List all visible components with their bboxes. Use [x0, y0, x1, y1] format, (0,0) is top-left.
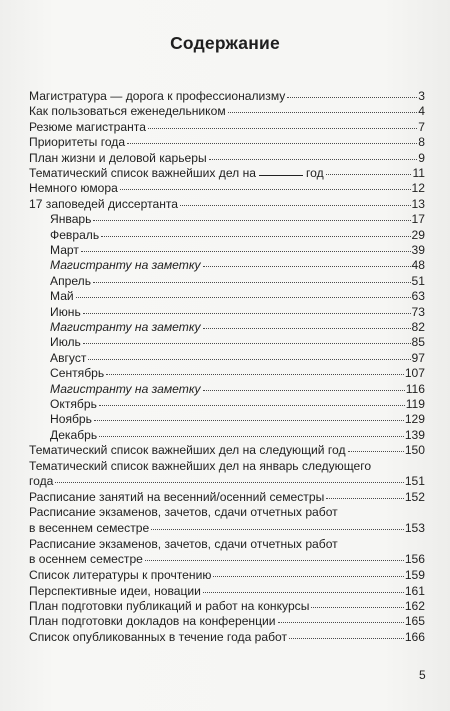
toc-page-number: 9 [418, 150, 425, 165]
toc-entry-line [29, 521, 425, 537]
toc-page-number: 3 [418, 89, 425, 103]
toc-entry-line [29, 197, 425, 213]
toc-entry[interactable] [29, 537, 425, 568]
toc-page-number: 29 [411, 227, 425, 242]
toc-entry-title: Октябрь [50, 397, 97, 411]
toc-entry[interactable] [29, 135, 425, 151]
toc-page-number: 11 [412, 166, 425, 180]
toc-entry[interactable] [29, 490, 425, 506]
toc-dot-leader [81, 251, 411, 252]
toc-entry[interactable] [29, 614, 425, 630]
toc-entry-line [50, 397, 425, 413]
toc-dot-leader [311, 607, 403, 608]
toc-page-number: 161 [404, 583, 425, 598]
toc-entry-title: Расписание занятий на весенний/осенний семестры [29, 490, 325, 504]
toc-entry-title: Тематический список важнейших дел на следующий год [29, 443, 346, 458]
toc-entry[interactable] [29, 584, 425, 600]
toc-entry-line [29, 474, 425, 490]
toc-entry-line [50, 366, 425, 382]
toc-dot-leader [287, 97, 417, 98]
toc-dot-leader [326, 174, 412, 175]
toc-entry-title: Приоритеты года [29, 135, 126, 150]
toc-dot-leader [145, 560, 404, 561]
toc-entry-title: Магистранту на заметку [50, 320, 201, 334]
toc-dot-leader [148, 128, 417, 129]
toc-entry[interactable] [50, 228, 425, 244]
toc-entry-line [29, 599, 425, 615]
toc-entry[interactable] [29, 505, 425, 536]
toc-entry-title: План подготовки публикаций и работ на конкурсы [29, 599, 310, 613]
toc-entry-title: Магистранту на заметку [50, 258, 201, 273]
toc-entry-title: Август [50, 350, 87, 365]
toc-entry-title: Апрель [50, 273, 92, 288]
toc-entry-line [29, 181, 425, 197]
toc-page-number: 139 [404, 427, 425, 442]
toc-dot-leader [83, 313, 411, 314]
toc-page-number: 162 [404, 599, 425, 613]
toc-entry-title: Магистратура — дорога к профессионализму [29, 89, 286, 103]
toc-entry[interactable] [50, 428, 425, 444]
toc-page-number: 48 [411, 258, 425, 273]
toc-entry-title-line: Тематический список важнейших дел на январь следующего [29, 458, 372, 473]
toc-entry[interactable] [29, 197, 425, 213]
toc-entry-line [29, 135, 425, 151]
toc-dot-leader [203, 390, 405, 391]
toc-page-number: 156 [404, 552, 425, 567]
toc-entry-line [50, 351, 425, 367]
toc-entry[interactable] [50, 412, 425, 428]
toc-page-number: 153 [404, 520, 425, 535]
toc-page-number: 107 [404, 366, 425, 381]
toc-entry[interactable] [50, 366, 425, 382]
toc-page-number: 7 [418, 119, 425, 134]
toc-page-number: 17 [411, 212, 425, 227]
toc-entry-line [29, 443, 425, 459]
toc-entry-line [29, 584, 425, 600]
toc-page-number: 13 [411, 196, 425, 211]
toc-entry-title: Декабрь [50, 427, 98, 442]
toc-entry[interactable] [29, 166, 425, 182]
toc-entry[interactable] [50, 212, 425, 228]
toc-entry-line [50, 335, 425, 351]
toc-page-number: 159 [404, 568, 425, 583]
toc-entry[interactable] [50, 258, 425, 274]
toc-entry[interactable] [29, 104, 425, 120]
toc-page-number: 129 [404, 412, 425, 427]
toc-dot-leader [278, 622, 404, 623]
toc-entry-line [29, 89, 425, 105]
toc-entry-title: Март [50, 243, 79, 257]
toc-entry-title: Июль [50, 335, 81, 350]
toc-entry[interactable] [50, 320, 425, 336]
toc-entry-line [50, 428, 425, 444]
toc-entry-title: Ноябрь [50, 412, 92, 427]
toc-entry-title: Как пользоваться еженедельником [29, 104, 226, 119]
toc-entry[interactable] [29, 120, 425, 136]
toc-entry-line [50, 212, 425, 228]
page-number: 5 [419, 668, 426, 682]
toc-entry-title: Немного юмора [29, 181, 118, 196]
toc-entry-line [29, 630, 425, 646]
year-blank [259, 175, 303, 176]
toc-entry-line [50, 412, 425, 428]
toc-entry[interactable] [50, 274, 425, 290]
toc-dot-leader [120, 189, 411, 190]
toc-entry[interactable] [29, 568, 425, 584]
toc-dot-leader [93, 220, 410, 221]
toc-entry-title-line: Расписание экзаменов, зачетов, сдачи отчетных работ [29, 505, 338, 520]
toc-entry-line [50, 243, 425, 259]
toc-page-number: 51 [411, 273, 425, 288]
toc-page-number: 152 [404, 490, 425, 504]
toc-entry-title: Тематический список важнейших дел на год [29, 166, 324, 180]
toc-page-number: 150 [404, 443, 425, 458]
toc-page-number: 165 [404, 614, 425, 629]
toc-dot-leader [348, 451, 404, 452]
toc-entry-title: Перспективные идеи, новации [29, 583, 201, 598]
toc-page-number: 73 [411, 304, 425, 319]
toc-dot-leader [88, 359, 410, 360]
toc-entry-title: План жизни и деловой карьеры [29, 150, 207, 165]
toc-dot-leader [99, 405, 405, 406]
toc-entry-title: Июнь [50, 304, 81, 319]
toc-page-number: 151 [404, 474, 425, 489]
toc-dot-leader [93, 282, 411, 283]
toc-entry-title: Резюме магистранта [29, 119, 146, 134]
toc-page-number: 119 [405, 397, 425, 411]
toc-entry-line [29, 614, 425, 630]
toc-entry[interactable] [50, 243, 425, 259]
toc-entry[interactable] [50, 305, 425, 321]
toc-entry-line [50, 274, 425, 290]
toc-entry-line [29, 104, 425, 120]
toc-dot-leader [203, 328, 411, 329]
toc-page-number: 39 [411, 243, 425, 257]
toc-entry-line [50, 382, 425, 398]
toc-entry-title: Февраль [50, 227, 100, 242]
toc-dot-leader [101, 236, 410, 237]
toc-dot-leader [106, 374, 404, 375]
toc-page-number: 4 [418, 104, 425, 119]
toc-entry-line [50, 228, 425, 244]
toc-entry[interactable] [50, 382, 425, 398]
toc-dot-leader [180, 205, 411, 206]
toc-entry[interactable] [50, 351, 425, 367]
toc-entry[interactable] [50, 335, 425, 351]
page-title: Содержание [170, 33, 280, 53]
toc-dot-leader [289, 638, 404, 639]
toc-entry-line [29, 120, 425, 136]
toc-entry-line [29, 166, 425, 182]
toc-dot-leader [228, 112, 418, 113]
toc-dot-leader [326, 498, 404, 499]
toc-entry-line [50, 305, 425, 321]
toc-entry-title: в весеннем семестре [29, 520, 150, 535]
toc-dot-leader [209, 159, 418, 160]
toc-entry-title: 17 заповедей диссертанта [29, 196, 179, 211]
toc-entry-line [29, 568, 425, 584]
toc-page-number: 8 [418, 135, 425, 150]
toc-entry-title-line: Расписание экзаменов, зачетов, сдачи отчетных работ [29, 536, 338, 551]
toc-dot-leader [151, 529, 404, 530]
toc-entry-line [50, 320, 425, 336]
toc-dot-leader [213, 576, 403, 577]
toc-dot-leader [99, 436, 404, 437]
toc-entry-title: года [29, 474, 54, 489]
toc-entry-line [29, 490, 425, 506]
toc-entry[interactable] [50, 289, 425, 305]
toc-entry-title: Магистранту на заметку [50, 381, 201, 396]
toc-entry-title: Сентябрь [50, 366, 105, 381]
toc-entry-line [29, 151, 425, 167]
toc-page-number: 12 [411, 181, 425, 196]
toc-dot-leader [94, 420, 404, 421]
toc-entry[interactable] [50, 397, 425, 413]
toc-entry-title: Список опубликованных в течение года работ [29, 629, 288, 644]
toc-page-number: 116 [405, 381, 425, 396]
toc-entry[interactable] [29, 599, 425, 615]
toc-entry-line [50, 258, 425, 274]
toc-page-number: 82 [411, 320, 425, 334]
toc-page-number: 97 [411, 350, 425, 365]
toc-dot-leader [76, 297, 411, 298]
toc-entry[interactable] [29, 89, 425, 105]
toc-dot-leader [55, 482, 403, 483]
toc-entry[interactable] [29, 181, 425, 197]
toc-entry-line [50, 289, 425, 305]
toc-dot-leader [83, 343, 411, 344]
toc-entry-title: Список литературы к прочтению [29, 568, 212, 583]
toc-entry[interactable] [29, 151, 425, 167]
toc-dot-leader [203, 266, 411, 267]
toc-entry-title: Май [50, 289, 74, 304]
toc-entry-title: Январь [50, 212, 92, 227]
toc-entry-title: План подготовки докладов на конференции [29, 614, 276, 629]
toc-entry-title: в осеннем семестре [29, 552, 143, 567]
toc-entry[interactable] [29, 443, 425, 459]
toc-entry-line [29, 552, 425, 568]
toc-page-number: 63 [411, 289, 425, 304]
toc-entry[interactable] [29, 630, 425, 646]
toc-entry[interactable] [29, 459, 425, 490]
toc-dot-leader [203, 592, 404, 593]
toc-dot-leader [127, 143, 417, 144]
toc-page-number: 166 [404, 629, 425, 644]
toc-page-number: 85 [411, 335, 425, 350]
